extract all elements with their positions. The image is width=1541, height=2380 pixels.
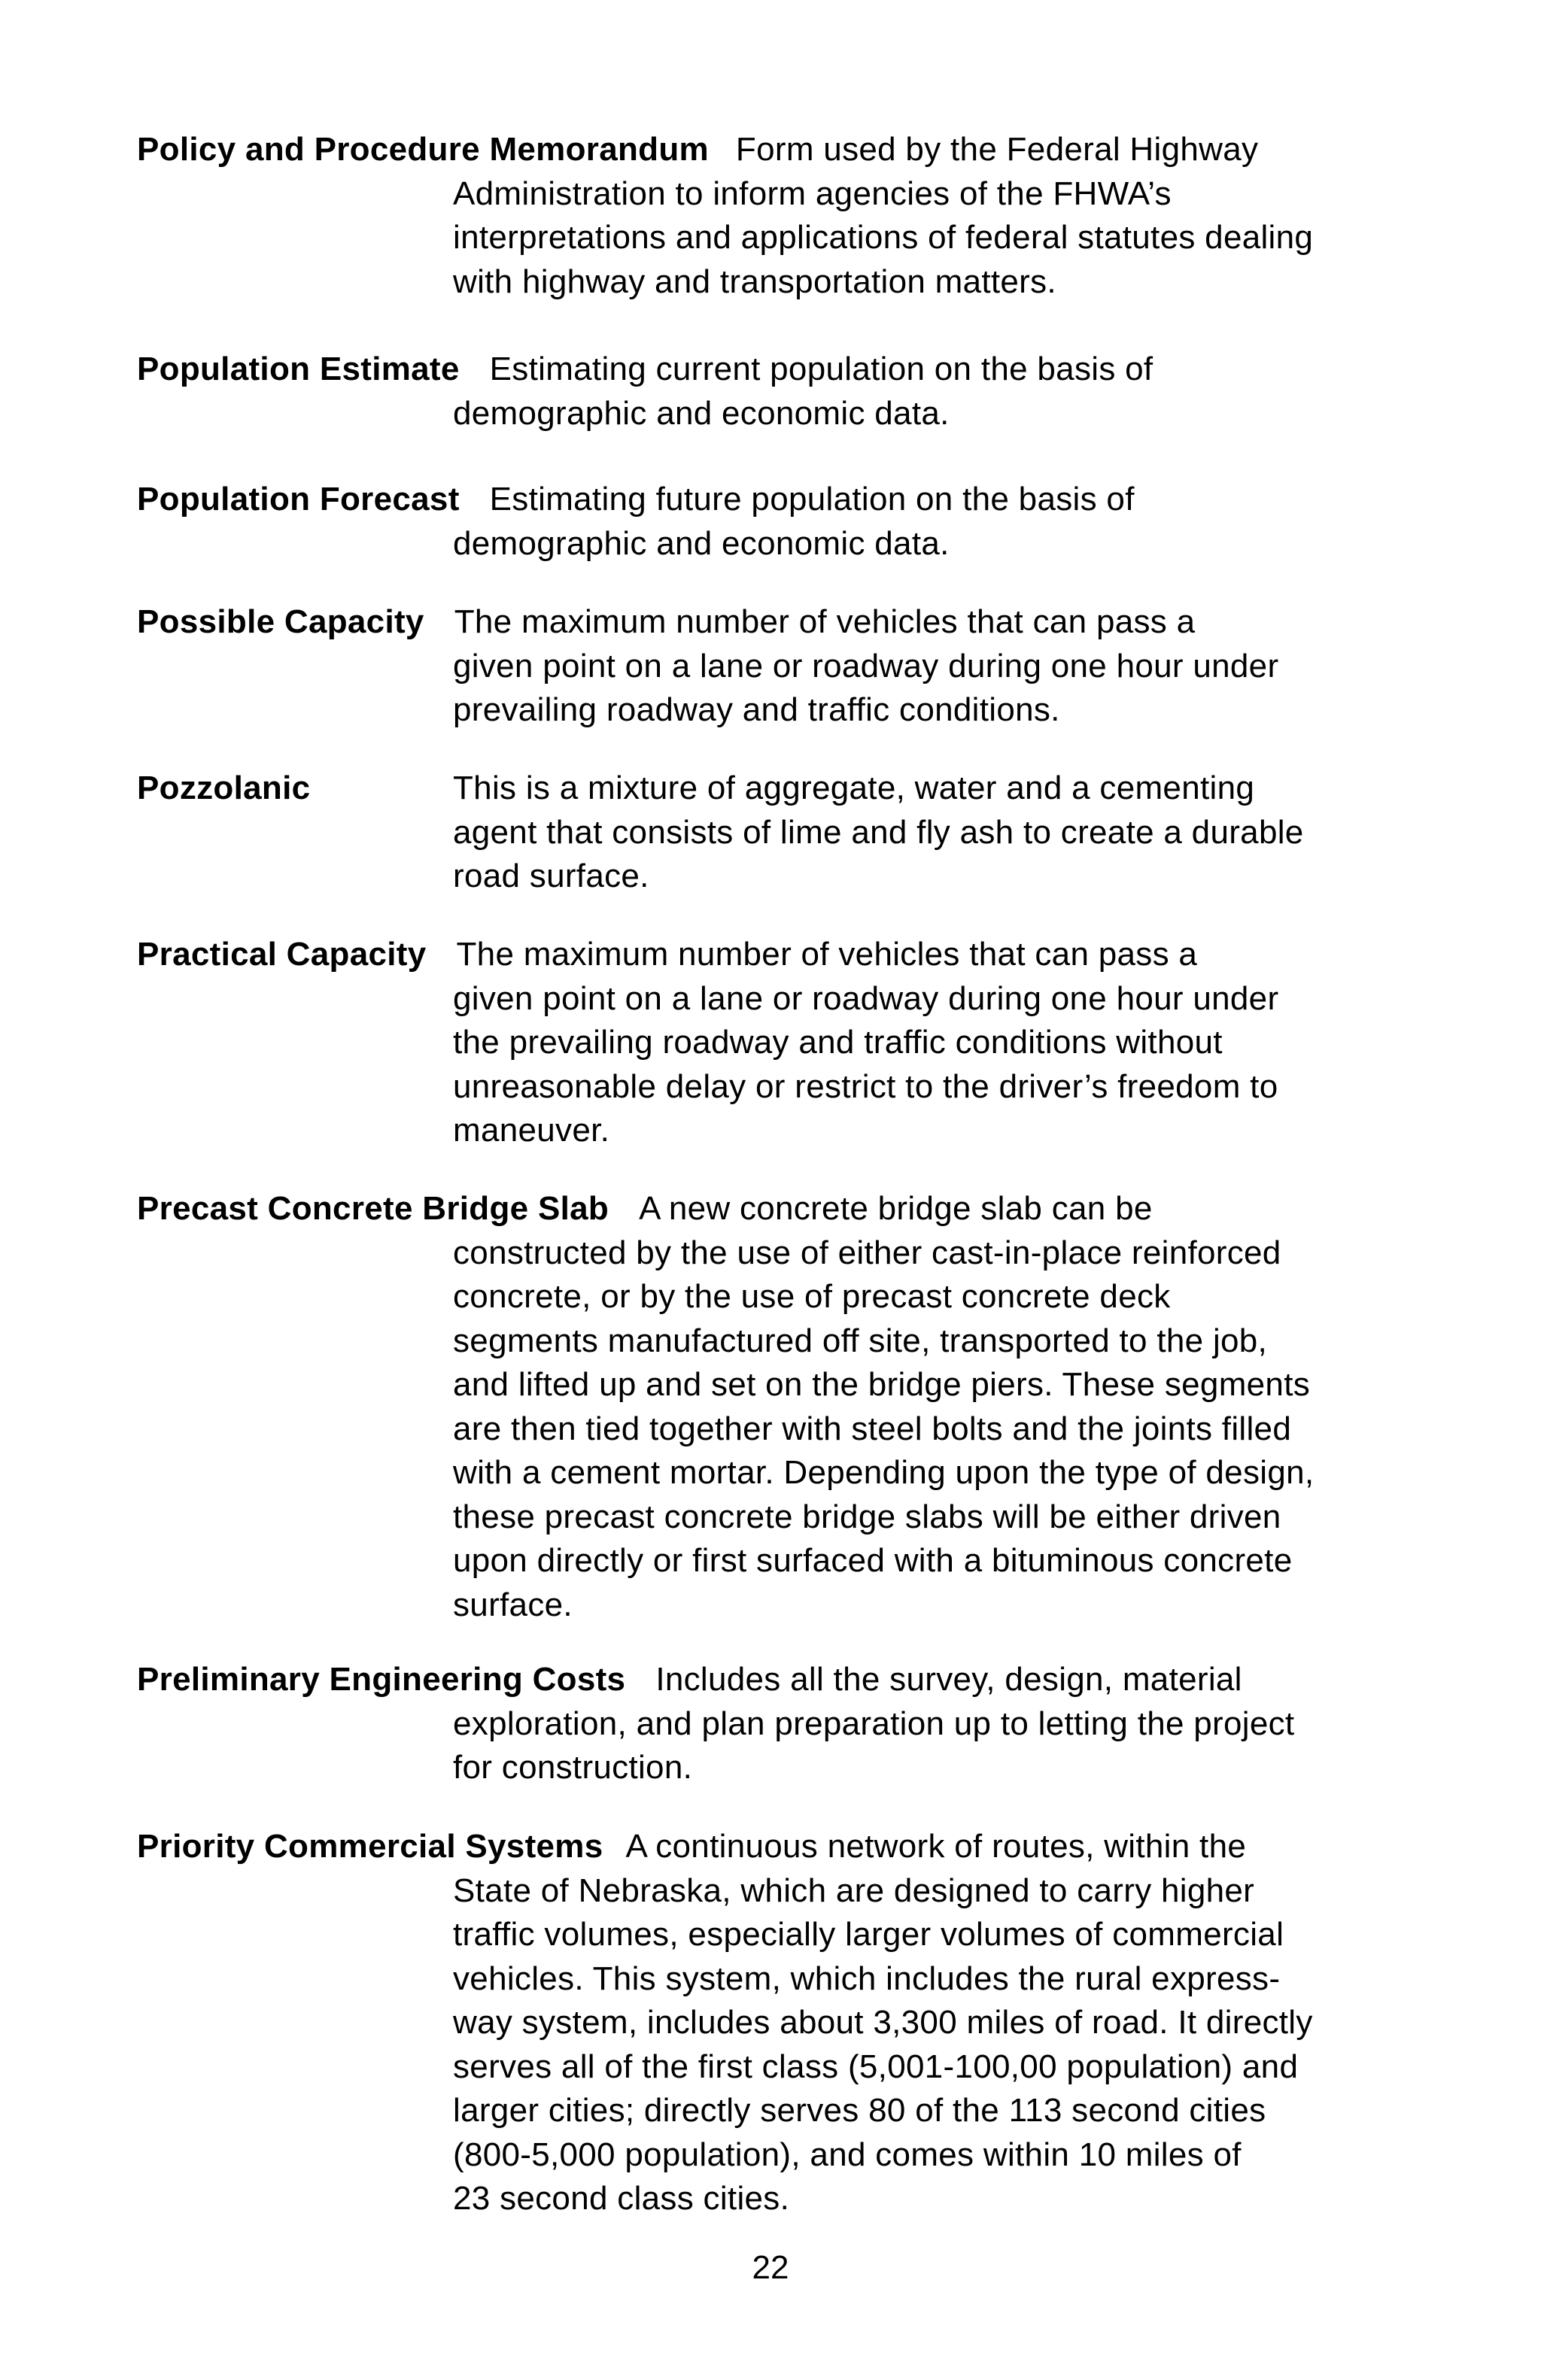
glossary-term: Precast Concrete Bridge Slab xyxy=(137,1190,609,1227)
definition-line: road surface. xyxy=(453,858,649,894)
definition-line: interpretations and applications of federal statutes dealing xyxy=(453,219,1314,256)
entry-first-line xyxy=(137,600,1401,645)
glossary-entry-preliminary-engineering-costs xyxy=(137,1658,1401,1790)
definition-first-line: Includes all the survey, design, material xyxy=(655,1661,1242,1698)
definition-line: prevailing roadway and traffic conditions. xyxy=(453,691,1060,728)
entry-first-line xyxy=(137,1658,1401,1702)
glossary-entry-population-estimate xyxy=(137,348,1401,436)
definition-line: for construction. xyxy=(453,1749,693,1786)
definition-first-line: Estimating current population on the basis of xyxy=(489,351,1153,387)
definition-line: constructed by the use of either cast-in-place reinforced xyxy=(453,1234,1281,1271)
definition-line: upon directly or first surfaced with a bituminous concrete xyxy=(453,1542,1293,1579)
glossary-term: Preliminary Engineering Costs xyxy=(137,1661,626,1698)
definition-line: larger cities; directly serves 80 of the 113 second cities xyxy=(453,2092,1266,2129)
definition-first-line: The maximum number of vehicles that can pass a xyxy=(454,603,1196,640)
definition-line: given point on a lane or roadway during one hour under xyxy=(453,647,1279,685)
entry-first-line xyxy=(137,767,1401,811)
glossary-entry-pozzolanic xyxy=(137,767,1401,899)
entry-first-line xyxy=(137,1825,1401,1869)
definition-line: demographic and economic data. xyxy=(453,394,950,432)
definition-first-line: Form used by the Federal Highway xyxy=(735,131,1259,168)
glossary-entry-priority-commercial-systems xyxy=(137,1825,1401,2221)
glossary-entry-population-forecast xyxy=(137,478,1401,566)
definition-line: demographic and economic data. xyxy=(453,524,950,562)
definition-line: traffic volumes, especially larger volumes of commercial xyxy=(453,1916,1284,1953)
definition-line: vehicles. This system, which includes the rural express- xyxy=(453,1960,1281,1997)
definition-first-line: A new concrete bridge slab can be xyxy=(639,1190,1153,1227)
glossary-term: Possible Capacity xyxy=(137,603,424,640)
definition-first-line: Estimating future population on the basis of xyxy=(489,481,1135,518)
entry-first-line xyxy=(137,348,1401,392)
glossary-term: Policy and Procedure Memorandum xyxy=(137,131,709,168)
definition-line: Administration to inform agencies of the FHWA’s xyxy=(453,175,1172,212)
page-number: 22 xyxy=(752,2249,789,2286)
definition-line: segments manufactured off site, transported to the job, xyxy=(453,1322,1268,1359)
glossary-term: Practical Capacity xyxy=(137,936,427,973)
definition-line: the prevailing roadway and traffic conditions without xyxy=(453,1024,1223,1061)
entry-first-line xyxy=(137,1187,1401,1231)
glossary-term: Priority Commercial Systems xyxy=(137,1828,603,1865)
glossary-entry-possible-capacity xyxy=(137,600,1401,733)
definition-line: maneuver. xyxy=(453,1112,610,1149)
definition-line: serves all of the first class (5,001-100,00 population) and xyxy=(453,2048,1299,2085)
definition-line: unreasonable delay or restrict to the driver’s freedom to xyxy=(453,1067,1278,1105)
definition-line: 23 second class cities. xyxy=(453,2180,790,2217)
definition-line: (800-5,000 population), and comes within 10 miles of xyxy=(453,2136,1242,2173)
definition-line: State of Nebraska, which are designed to carry higher xyxy=(453,1872,1255,1909)
definition-line: exploration, and plan preparation up to letting the project xyxy=(453,1705,1295,1742)
glossary-term: Population Forecast xyxy=(137,481,460,518)
definition-line: with a cement mortar. Depending upon the type of design, xyxy=(453,1454,1315,1491)
glossary-term: Population Estimate xyxy=(137,351,460,387)
definition-line: surface. xyxy=(453,1586,573,1623)
glossary-entry-policy-and-procedure-memorandum xyxy=(137,128,1401,304)
definition-first-line: The maximum number of vehicles that can pass a xyxy=(456,936,1198,973)
definition-line: are then tied together with steel bolts and the joints filled xyxy=(453,1410,1292,1447)
definition-line: these precast concrete bridge slabs will be either driven xyxy=(453,1498,1281,1535)
definition-line: way system, includes about 3,300 miles of road. It directly xyxy=(453,2004,1313,2041)
definition-line: concrete, or by the use of precast concrete deck xyxy=(453,1278,1171,1315)
definition-line: and lifted up and set on the bridge piers. These segments xyxy=(453,1366,1311,1403)
glossary-term: Pozzolanic xyxy=(137,770,311,806)
definition-first-line: A continuous network of routes, within the xyxy=(625,1828,1247,1865)
entry-first-line xyxy=(137,933,1401,977)
entry-first-line xyxy=(137,128,1401,172)
entry-first-line xyxy=(137,478,1401,522)
definition-line: with highway and transportation matters. xyxy=(453,263,1056,300)
definition-line: given point on a lane or roadway during one hour under xyxy=(453,979,1279,1017)
glossary-entry-practical-capacity xyxy=(137,933,1401,1153)
glossary-entry-precast-concrete-bridge-slab xyxy=(137,1187,1401,1627)
definition-first-line: This is a mixture of aggregate, water and a cementing xyxy=(453,770,1255,806)
definition-line: agent that consists of lime and fly ash to create a durable xyxy=(453,813,1304,851)
